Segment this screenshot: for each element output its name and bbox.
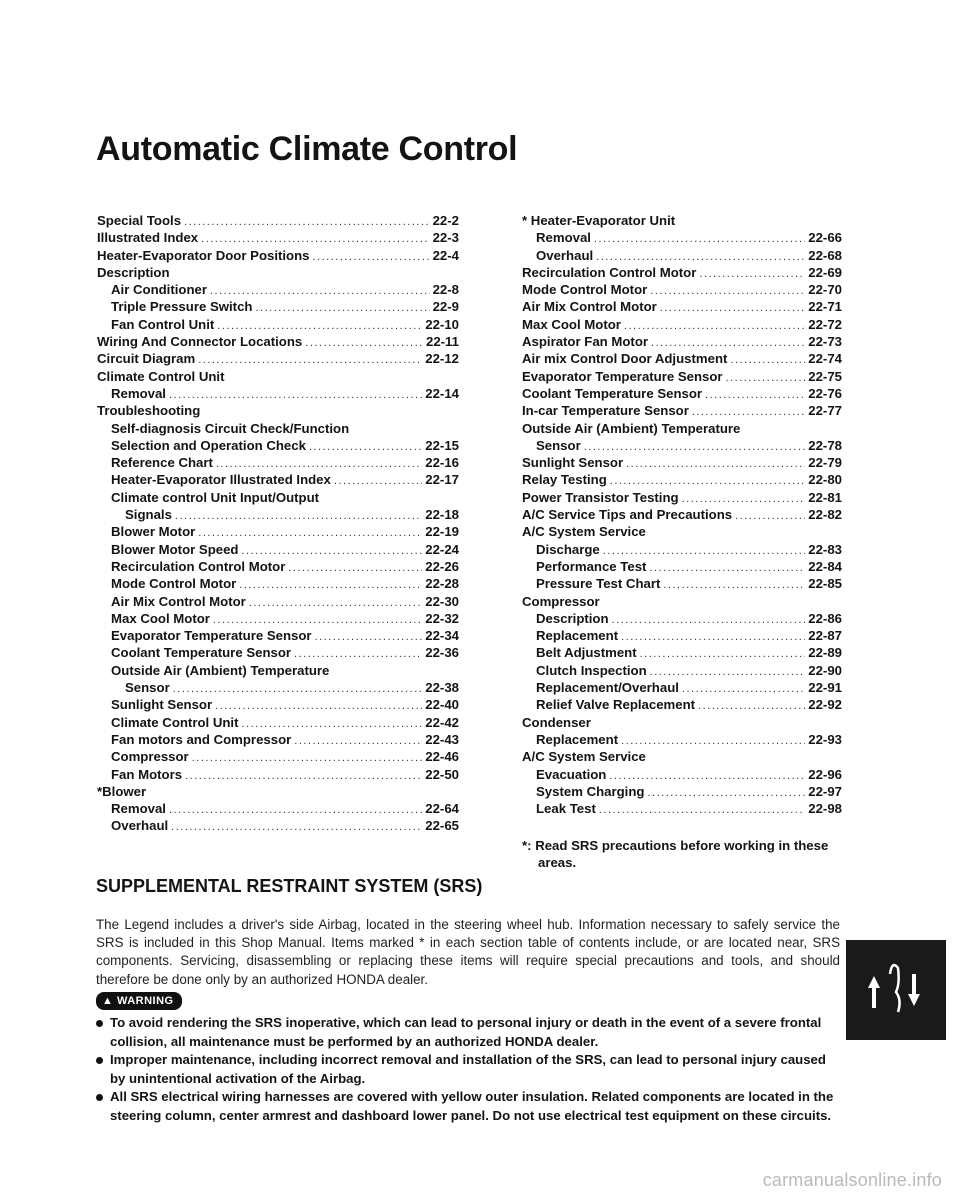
toc-entry-label: Replacement <box>536 628 619 644</box>
toc-entry-label: Evaporator Temperature Sensor <box>522 368 723 384</box>
toc-entry-page: 22-85 <box>808 576 842 592</box>
toc-entry-page: 22-42 <box>425 714 459 730</box>
srs-body: The Legend includes a driver's side Airbag, located in the steering wheel hub. Information necessary to safely service the SRS is included in this Shop Manual. Items marked * in each section table of contents include, or are located near, SRS components. Servicing, disassembling or replacing these items will require special precautions and tools, and should therefore be done only by an authorized HONDA dealer. <box>96 917 840 987</box>
toc-entry-label: Signals <box>125 507 172 523</box>
warning-badge <box>96 992 182 1010</box>
warning-list <box>96 1014 840 1126</box>
toc-entry <box>97 644 459 661</box>
toc-entry-page: 22-72 <box>808 316 842 332</box>
toc-entry-label: Relay Testing <box>522 472 607 488</box>
toc-entry <box>522 350 842 367</box>
toc-entry-page: 22-82 <box>808 507 842 523</box>
toc-heading: Self-diagnosis Circuit Check/Function <box>111 420 350 436</box>
toc-entry-label: Circuit Diagram <box>97 351 196 367</box>
airbag-symbol-icon <box>846 940 946 1040</box>
toc-heading: Description <box>97 264 170 280</box>
toc-leader-dots <box>315 629 423 646</box>
toc-entry <box>97 385 459 402</box>
toc-entry-label: Sunlight Sensor <box>111 697 213 713</box>
toc-entry-label: Reference Chart <box>111 455 213 471</box>
toc-entry-page: 22-90 <box>808 662 842 678</box>
toc-entry-label: Coolant Temperature Sensor <box>111 645 292 661</box>
toc-entry <box>97 748 459 765</box>
toc-entry <box>522 610 842 627</box>
toc-entry-label: Overhaul <box>536 247 594 263</box>
toc-leader-dots <box>185 768 422 785</box>
toc-entry-label: Sensor <box>536 437 581 453</box>
warning-badge-label: WARNING <box>116 995 174 1007</box>
toc-entry-page: 22-15 <box>425 437 459 453</box>
toc-entry-label: Special Tools <box>97 213 182 228</box>
toc-entry-label: System Charging <box>536 783 645 799</box>
toc-entry <box>522 558 842 575</box>
toc-heading: Outside Air (Ambient) Temperature <box>111 662 330 678</box>
toc-entry-label: Selection and Operation Check <box>111 437 306 453</box>
toc-leader-dots <box>612 612 806 629</box>
toc-leader-dots <box>626 456 805 473</box>
toc-entry <box>97 333 459 350</box>
toc-entry-label: In-car Temperature Sensor <box>522 403 689 419</box>
footer-watermark: carmanualsonline.info <box>762 1170 942 1190</box>
toc-entry-page: 22-76 <box>808 385 842 401</box>
toc-entry <box>522 489 842 506</box>
toc-entry-page: 22-66 <box>808 230 842 246</box>
toc-entry-label: Evaporator Temperature Sensor <box>111 628 312 644</box>
toc-entry-page: 22-11 <box>425 334 459 350</box>
toc-entry <box>97 212 459 229</box>
toc-entry-label: Removal <box>111 385 166 401</box>
toc-entry <box>522 316 842 333</box>
toc-heading: *Blower <box>97 783 147 799</box>
toc-entry-page: 22-9 <box>432 299 459 315</box>
toc-entry-page: 22-65 <box>425 818 459 834</box>
toc-leader-dots <box>288 560 422 577</box>
toc-entry-label: Pressure Test Chart <box>536 576 661 592</box>
toc-leader-dots <box>169 802 422 819</box>
toc-entry-page: 22-98 <box>808 801 842 817</box>
toc-entry-label: Air Conditioner <box>111 282 207 298</box>
toc-entry-label: Illustrated Index <box>97 230 199 246</box>
toc-entry <box>97 298 459 315</box>
toc-entry-page: 22-12 <box>425 351 459 367</box>
toc-entry <box>97 454 459 471</box>
toc-entry-label: Recirculation Control Motor <box>522 264 697 280</box>
toc-entry <box>97 610 459 627</box>
toc-entry-page: 22-38 <box>425 680 459 696</box>
toc-entry-label: Max Cool Motor <box>522 316 621 332</box>
toc-heading: * Heater-Evaporator Unit <box>522 213 676 228</box>
toc-entry <box>97 696 459 713</box>
toc-leader-dots <box>647 785 805 802</box>
toc-entry-label: Blower Motor Speed <box>111 541 239 557</box>
toc-entry <box>522 679 842 696</box>
toc-entry-page: 22-87 <box>808 628 842 644</box>
toc-entry-page: 22-10 <box>425 316 459 332</box>
toc-entry-page: 22-78 <box>808 437 842 453</box>
toc-leader-dots <box>294 733 422 750</box>
srs-heading: SUPPLEMENTAL RESTRAINT SYSTEM (SRS) <box>96 876 483 896</box>
toc-entry <box>522 575 842 592</box>
warning-item: To avoid rendering the SRS inoperative, which can lead to personal injury or death in the event of a severe frontal collision, all maintenance must be performed by an authorized HONDA dealer. <box>96 1014 840 1051</box>
toc-entry-label: Discharge <box>536 541 600 557</box>
toc-entry-page: 22-30 <box>425 593 459 609</box>
toc-leader-dots <box>649 560 805 577</box>
toc-leader-dots <box>640 646 806 663</box>
toc-entry <box>522 662 842 679</box>
toc-leader-dots <box>184 214 430 231</box>
toc-leader-dots <box>730 352 805 369</box>
toc-entry <box>97 593 459 610</box>
toc-entry <box>97 800 459 817</box>
toc-entry <box>522 644 842 661</box>
toc-entry <box>97 471 459 488</box>
toc-entry-label: Max Cool Motor <box>111 610 210 626</box>
toc-entry-label: Recirculation Control Motor <box>111 558 286 574</box>
toc-entry-page: 22-89 <box>808 645 842 661</box>
toc-leader-dots <box>621 733 805 750</box>
toc-heading: Climate Control Unit <box>97 368 225 384</box>
toc-entry <box>522 454 842 471</box>
toc-entry <box>522 333 842 350</box>
toc-entry-label: Belt Adjustment <box>536 645 637 661</box>
toc-leader-dots <box>594 231 805 248</box>
toc-entry-label: Compressor <box>111 749 189 765</box>
toc-entry-label: Climate Control Unit <box>111 714 239 730</box>
toc-entry <box>522 800 842 817</box>
toc-entry-page: 22-14 <box>425 385 459 401</box>
toc-entry <box>522 437 842 454</box>
toc-entry <box>522 298 842 315</box>
toc-entry-page: 22-3 <box>432 230 459 246</box>
toc-heading: Climate control Unit Input/Output <box>111 489 320 505</box>
toc-entry-page: 22-24 <box>425 541 459 557</box>
toc-entry-page: 22-74 <box>808 351 842 367</box>
toc-entry-page: 22-86 <box>808 610 842 626</box>
toc-entry-label: Sunlight Sensor <box>522 455 624 471</box>
toc-entry-page: 22-97 <box>808 783 842 799</box>
toc-entry-label: Heater-Evaporator Door Positions <box>97 247 310 263</box>
toc-entry-label: A/C Service Tips and Precautions <box>522 507 733 523</box>
toc-entry-page: 22-93 <box>808 731 842 747</box>
toc-heading: A/C System Service <box>522 524 646 540</box>
toc-entry-page: 22-84 <box>808 558 842 574</box>
toc-leader-dots <box>239 577 422 594</box>
toc-leader-dots <box>698 698 805 715</box>
toc-leader-dots <box>169 387 422 404</box>
toc-entry <box>97 523 459 540</box>
toc-entry-page: 22-79 <box>808 455 842 471</box>
toc-entry-page: 22-36 <box>425 645 459 661</box>
toc-entry-page: 22-81 <box>808 489 842 505</box>
toc-entry <box>97 437 459 454</box>
toc-entry <box>522 471 842 488</box>
toc-entry-label: Heater-Evaporator Illustrated Index <box>111 472 331 488</box>
toc-leader-dots <box>682 681 805 698</box>
toc-entry <box>522 627 842 644</box>
toc-entry-label: Replacement/Overhaul <box>536 680 679 696</box>
toc-entry <box>522 229 842 246</box>
toc-entry <box>522 264 842 281</box>
toc-entry-label: Air Mix Control Motor <box>111 593 246 609</box>
toc-entry-label: Wiring And Connector Locations <box>97 334 303 350</box>
toc-heading: Outside Air (Ambient) Temperature <box>522 420 741 436</box>
toc-entry-page: 22-71 <box>808 299 842 315</box>
toc-entry-page: 22-50 <box>425 766 459 782</box>
toc-leader-dots <box>663 577 805 594</box>
toc-entry-page: 22-26 <box>425 558 459 574</box>
toc-leader-dots <box>309 439 422 456</box>
toc-entry-page: 22-17 <box>425 472 459 488</box>
toc-entry-page: 22-8 <box>432 282 459 298</box>
toc-entry <box>97 229 459 246</box>
page-title: Automatic Climate Control <box>96 130 518 168</box>
toc-entry <box>97 817 459 834</box>
toc-entry <box>522 783 842 800</box>
toc-entry <box>97 714 459 731</box>
toc-entry-page: 22-92 <box>808 697 842 713</box>
toc-entry-page: 22-2 <box>432 213 459 228</box>
toc-entry-label: Removal <box>111 801 166 817</box>
toc-entry <box>97 506 459 523</box>
toc-entry <box>522 402 842 419</box>
toc-leader-dots <box>660 300 805 317</box>
toc-heading: Condenser <box>522 714 591 730</box>
toc-entry-label: Overhaul <box>111 818 169 834</box>
toc-entry-page: 22-4 <box>432 247 459 263</box>
warning-triangle-icon: ▲ <box>102 995 114 1007</box>
toc-entry-page: 22-19 <box>425 524 459 540</box>
toc-entry <box>97 350 459 367</box>
toc-leader-dots <box>650 283 805 300</box>
toc-entry <box>522 281 842 298</box>
toc-right-column <box>522 212 842 817</box>
toc-entry-label: Power Transistor Testing <box>522 489 679 505</box>
toc-entry-label: Air mix Control Door Adjustment <box>522 351 728 367</box>
toc-entry-page: 22-80 <box>808 472 842 488</box>
toc-entry-label: Replacement <box>536 731 619 747</box>
toc-entry-page: 22-73 <box>808 334 842 350</box>
toc-entry <box>97 558 459 575</box>
toc-entry-label: Fan Control Unit <box>111 316 215 332</box>
toc-entry <box>522 696 842 713</box>
toc-entry-label: Coolant Temperature Sensor <box>522 385 703 401</box>
toc-leader-dots <box>249 595 422 612</box>
toc-entry-label: Blower Motor <box>111 524 196 540</box>
toc-entry-page: 22-70 <box>808 282 842 298</box>
toc-entry <box>97 247 459 264</box>
toc-leader-dots <box>175 508 422 525</box>
toc-entry-label: Removal <box>536 230 591 246</box>
toc-entry-label: Air Mix Control Motor <box>522 299 657 315</box>
toc-entry <box>97 766 459 783</box>
toc-entry-label: Sensor <box>125 680 170 696</box>
toc-leader-dots <box>198 352 422 369</box>
toc-entry-page: 22-28 <box>425 576 459 592</box>
toc-entry-label: Aspirator Fan Motor <box>522 334 649 350</box>
toc-leader-dots <box>334 473 422 490</box>
toc-left-column <box>97 212 459 835</box>
toc-leader-dots <box>735 508 805 525</box>
warning-item: All SRS electrical wiring harnesses are covered with yellow outer insulation. Related components are located in the steering column, center armrest and dashboard lower panel. Do not use electrical test equipment on these circuits. <box>96 1088 840 1125</box>
toc-heading: Compressor <box>522 593 600 609</box>
toc-entry-page: 22-34 <box>425 628 459 644</box>
toc-leader-dots <box>305 335 423 352</box>
toc-leader-dots <box>705 387 805 404</box>
toc-entry <box>522 766 842 783</box>
toc-entry-label: Fan motors and Compressor <box>111 731 292 747</box>
toc-entry <box>522 506 842 523</box>
toc-heading: Troubleshooting <box>97 403 201 419</box>
toc-entry-page: 22-43 <box>425 731 459 747</box>
toc-leader-dots <box>313 249 430 266</box>
toc-srs-note: *: Read SRS precautions before working in these areas. <box>522 838 829 870</box>
toc-leader-dots <box>171 819 422 836</box>
toc-entry <box>97 731 459 748</box>
toc-entry <box>97 316 459 333</box>
toc-entry-page: 22-96 <box>808 766 842 782</box>
toc-entry-label: Performance Test <box>536 558 647 574</box>
toc-entry <box>522 731 842 748</box>
toc-leader-dots <box>215 698 422 715</box>
toc-entry-page: 22-40 <box>425 697 459 713</box>
toc-leader-dots <box>624 318 805 335</box>
toc-entry-page: 22-91 <box>808 680 842 696</box>
toc-entry-page: 22-64 <box>425 801 459 817</box>
warning-item: Improper maintenance, including incorrect removal and installation of the SRS, can lead to personal injury caused by unintentional activation of the Airbag. <box>96 1051 840 1088</box>
toc-entry <box>97 541 459 558</box>
toc-entry-label: Mode Control Motor <box>522 282 648 298</box>
toc-entry-label: Clutch Inspection <box>536 662 647 678</box>
toc-leader-dots <box>692 404 805 421</box>
toc-entry <box>97 575 459 592</box>
toc-entry-label: Leak Test <box>536 801 596 817</box>
toc-leader-dots <box>699 266 805 283</box>
toc-entry-label: Evacuation <box>536 766 607 782</box>
toc-leader-dots <box>192 750 423 767</box>
toc-entry-page: 22-69 <box>808 264 842 280</box>
toc-entry-page: 22-32 <box>425 610 459 626</box>
toc-heading: A/C System Service <box>522 749 646 765</box>
toc-entry-page: 22-68 <box>808 247 842 263</box>
toc-entry-page: 22-77 <box>808 403 842 419</box>
toc-entry <box>522 368 842 385</box>
toc-leader-dots <box>255 300 429 317</box>
toc-leader-dots <box>599 802 805 819</box>
toc-entry <box>522 385 842 402</box>
toc-entry-page: 22-83 <box>808 541 842 557</box>
toc-entry <box>97 627 459 644</box>
toc-entry-label: Description <box>536 610 609 626</box>
toc-entry-page: 22-46 <box>425 749 459 765</box>
toc-leader-dots <box>621 629 805 646</box>
toc-entry <box>522 247 842 264</box>
toc-entry-page: 22-75 <box>808 368 842 384</box>
srs-section-tab <box>846 940 946 1040</box>
toc-entry-label: Mode Control Motor <box>111 576 237 592</box>
toc-entry-label: Relief Valve Replacement <box>536 697 696 713</box>
toc-entry-label: Fan Motors <box>111 766 183 782</box>
toc-entry <box>97 281 459 298</box>
toc-entry-label: Triple Pressure Switch <box>111 299 253 315</box>
toc-leader-dots <box>726 370 806 387</box>
toc-entry <box>522 541 842 558</box>
toc-entry-page: 22-16 <box>425 455 459 471</box>
toc-entry-page: 22-18 <box>425 507 459 523</box>
toc-entry <box>97 679 459 696</box>
